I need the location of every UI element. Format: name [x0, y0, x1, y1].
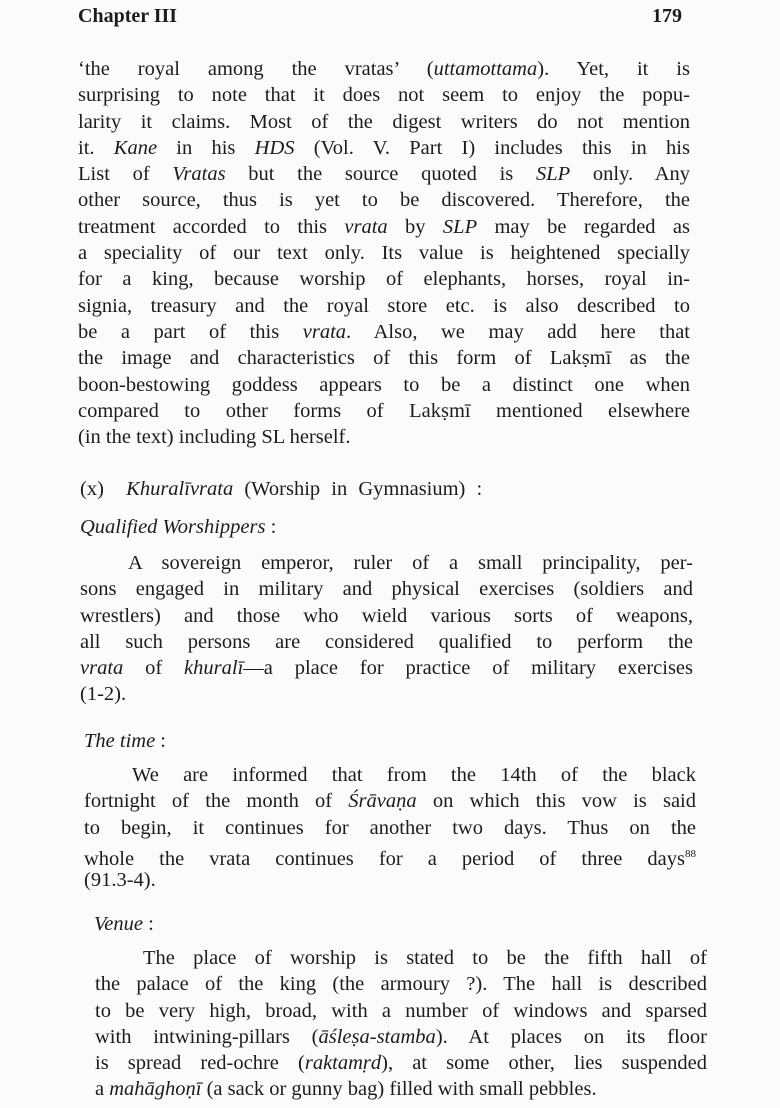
text-run: List of	[78, 163, 173, 186]
text-run: the image and characteristics of this form of Lakṣmī as the	[78, 347, 690, 370]
text-run: is spread red-ochre (	[95, 1052, 305, 1075]
subheading-text: The time	[84, 730, 156, 752]
text-line	[95, 945, 707, 971]
text-line	[84, 867, 696, 893]
italic-term: vrata	[302, 320, 347, 343]
text-run: it.	[78, 136, 114, 159]
text-line	[78, 372, 690, 398]
italic-term: khuralī	[184, 657, 244, 680]
text-run: only. Any	[570, 163, 691, 186]
text-line	[78, 56, 690, 82]
chapter-header: Chapter III	[78, 5, 178, 27]
text-run: to be very high, broad, with a number of windows and sparsed	[95, 999, 707, 1022]
text-run: of	[123, 657, 185, 680]
page-number: 179	[652, 5, 682, 27]
text-line	[78, 319, 690, 345]
text-run: (in the text) including SL herself.	[78, 426, 351, 449]
subheading-colon: :	[142, 913, 154, 935]
text-line	[78, 109, 690, 135]
text-run: sons engaged in military and physical exercises (soldiers and	[80, 578, 693, 601]
italic-term: raktamṛd	[304, 1052, 382, 1075]
text-run: may be regarded as	[477, 215, 690, 238]
section-heading	[80, 478, 482, 501]
text-run: for a king, because worship of elephants, horses, royal in-	[78, 268, 690, 291]
text-line	[78, 345, 690, 371]
text-line	[80, 629, 693, 655]
subheading-time	[84, 730, 166, 753]
text-line	[78, 82, 690, 108]
section-title-english: (Worship in Gymnasium) :	[244, 478, 483, 500]
italic-term: SLP	[536, 163, 571, 186]
paragraph-venue	[95, 945, 707, 1103]
subheading-colon: :	[265, 516, 277, 538]
text-line	[80, 576, 693, 602]
text-line	[95, 998, 707, 1024]
footnote-ref: 88	[685, 847, 696, 860]
paragraph-qualified	[80, 550, 693, 708]
text-run: larity it claims. Most of the digest writers do not mention	[78, 110, 690, 133]
subheading-colon: :	[155, 730, 166, 752]
text-line	[80, 603, 693, 629]
subheading-venue	[94, 913, 154, 936]
text-run: We are informed that from the 14th of the black	[132, 764, 696, 786]
text-line	[84, 762, 696, 788]
text-line	[95, 1024, 707, 1050]
italic-term: āśleṣa-stamba	[318, 1025, 436, 1048]
text-run: a speciality of our text only. Its value is heightened specially	[78, 242, 690, 265]
text-line	[78, 293, 690, 319]
italic-term: vrata	[80, 657, 124, 680]
subheading-qualified	[80, 516, 276, 539]
text-run: be a part of this	[78, 320, 303, 343]
text-run: signia, treasury and the royal store etc. is also described to	[78, 294, 690, 317]
italic-term: Kane	[113, 136, 158, 159]
text-run: ‘the royal among the vratas’ (	[78, 58, 434, 80]
text-run: a	[95, 1078, 110, 1101]
text-line	[78, 398, 690, 424]
text-run: the palace of the king (the armoury ?). The hall is described	[95, 973, 707, 996]
paragraph-intro	[78, 56, 690, 450]
text-run: (91.3-4).	[84, 869, 156, 892]
italic-term: Śrāvaṇa	[348, 790, 417, 813]
text-line	[84, 788, 696, 814]
text-run: treatment accorded to this	[78, 215, 345, 238]
text-run: surprising to note that it does not seem to enjoy the popu-	[78, 84, 690, 107]
text-run: ). At places on its floor	[435, 1025, 707, 1048]
text-line	[80, 550, 693, 576]
text-line	[95, 1076, 707, 1102]
italic-term: SLP	[442, 215, 478, 238]
italic-term: mahāghoṇī	[109, 1078, 202, 1101]
text-run: other source, thus is yet to be discovered. Therefore, the	[78, 189, 690, 212]
text-run: (a sack or gunny bag) filled with small pebbles.	[201, 1078, 597, 1101]
text-line	[78, 187, 690, 213]
text-run: boon-bestowing goddess appears to be a distinct one when	[78, 373, 690, 396]
text-line	[95, 1050, 707, 1076]
text-run: compared to other forms of Lakṣmī mentioned elsewhere	[78, 399, 690, 422]
text-run: ). Yet, it is	[537, 58, 690, 80]
text-line	[95, 971, 707, 997]
section-number: (x)	[80, 478, 104, 500]
text-line	[80, 655, 693, 681]
text-run: all such persons are considered qualified to perform the	[80, 630, 693, 653]
text-run: The place of worship is stated to be the fifth hall of	[143, 947, 707, 969]
section-title-sanskrit: Khuralīvrata	[126, 478, 234, 500]
italic-term: Vratas	[172, 163, 226, 186]
subheading-text: Qualified Worshippers	[80, 516, 266, 538]
text-run: in his	[157, 136, 255, 159]
text-run: —a place for practice of military exercises	[243, 657, 694, 680]
text-run: by	[387, 215, 443, 238]
text-line	[78, 135, 690, 161]
text-line	[78, 424, 690, 450]
text-run: on which this vow is said	[416, 790, 696, 813]
italic-term: uttamottama	[433, 58, 538, 80]
text-line	[78, 161, 690, 187]
text-run: whole the vrata continues for a period of three days	[84, 847, 685, 870]
italic-term: HDS	[254, 136, 295, 159]
text-run: (Vol. V. Part I) includes this in his	[294, 136, 690, 159]
text-run: but the source quoted is	[225, 163, 536, 186]
italic-term: vrata	[344, 215, 388, 238]
text-run: wrestlers) and those who wield various sorts of weapons,	[80, 604, 693, 627]
text-run: A sovereign emperor, ruler of a small principality, per-	[128, 552, 693, 574]
text-line	[78, 266, 690, 292]
text-run: to begin, it continues for another two days. Thus on the	[84, 816, 696, 839]
paragraph-time	[84, 762, 696, 893]
text-run: with intwining-pillars (	[95, 1025, 319, 1048]
subheading-text: Venue	[94, 913, 143, 935]
text-line	[84, 841, 696, 870]
text-run: ), at some other, lies suspended	[381, 1052, 707, 1075]
text-run: fortnight of the month of	[84, 790, 349, 813]
text-run: . Also, we may add here that	[346, 320, 690, 343]
text-run: (1-2).	[80, 683, 127, 706]
text-line	[78, 240, 690, 266]
text-line	[80, 681, 693, 707]
text-line	[78, 214, 690, 240]
text-line	[84, 815, 696, 841]
